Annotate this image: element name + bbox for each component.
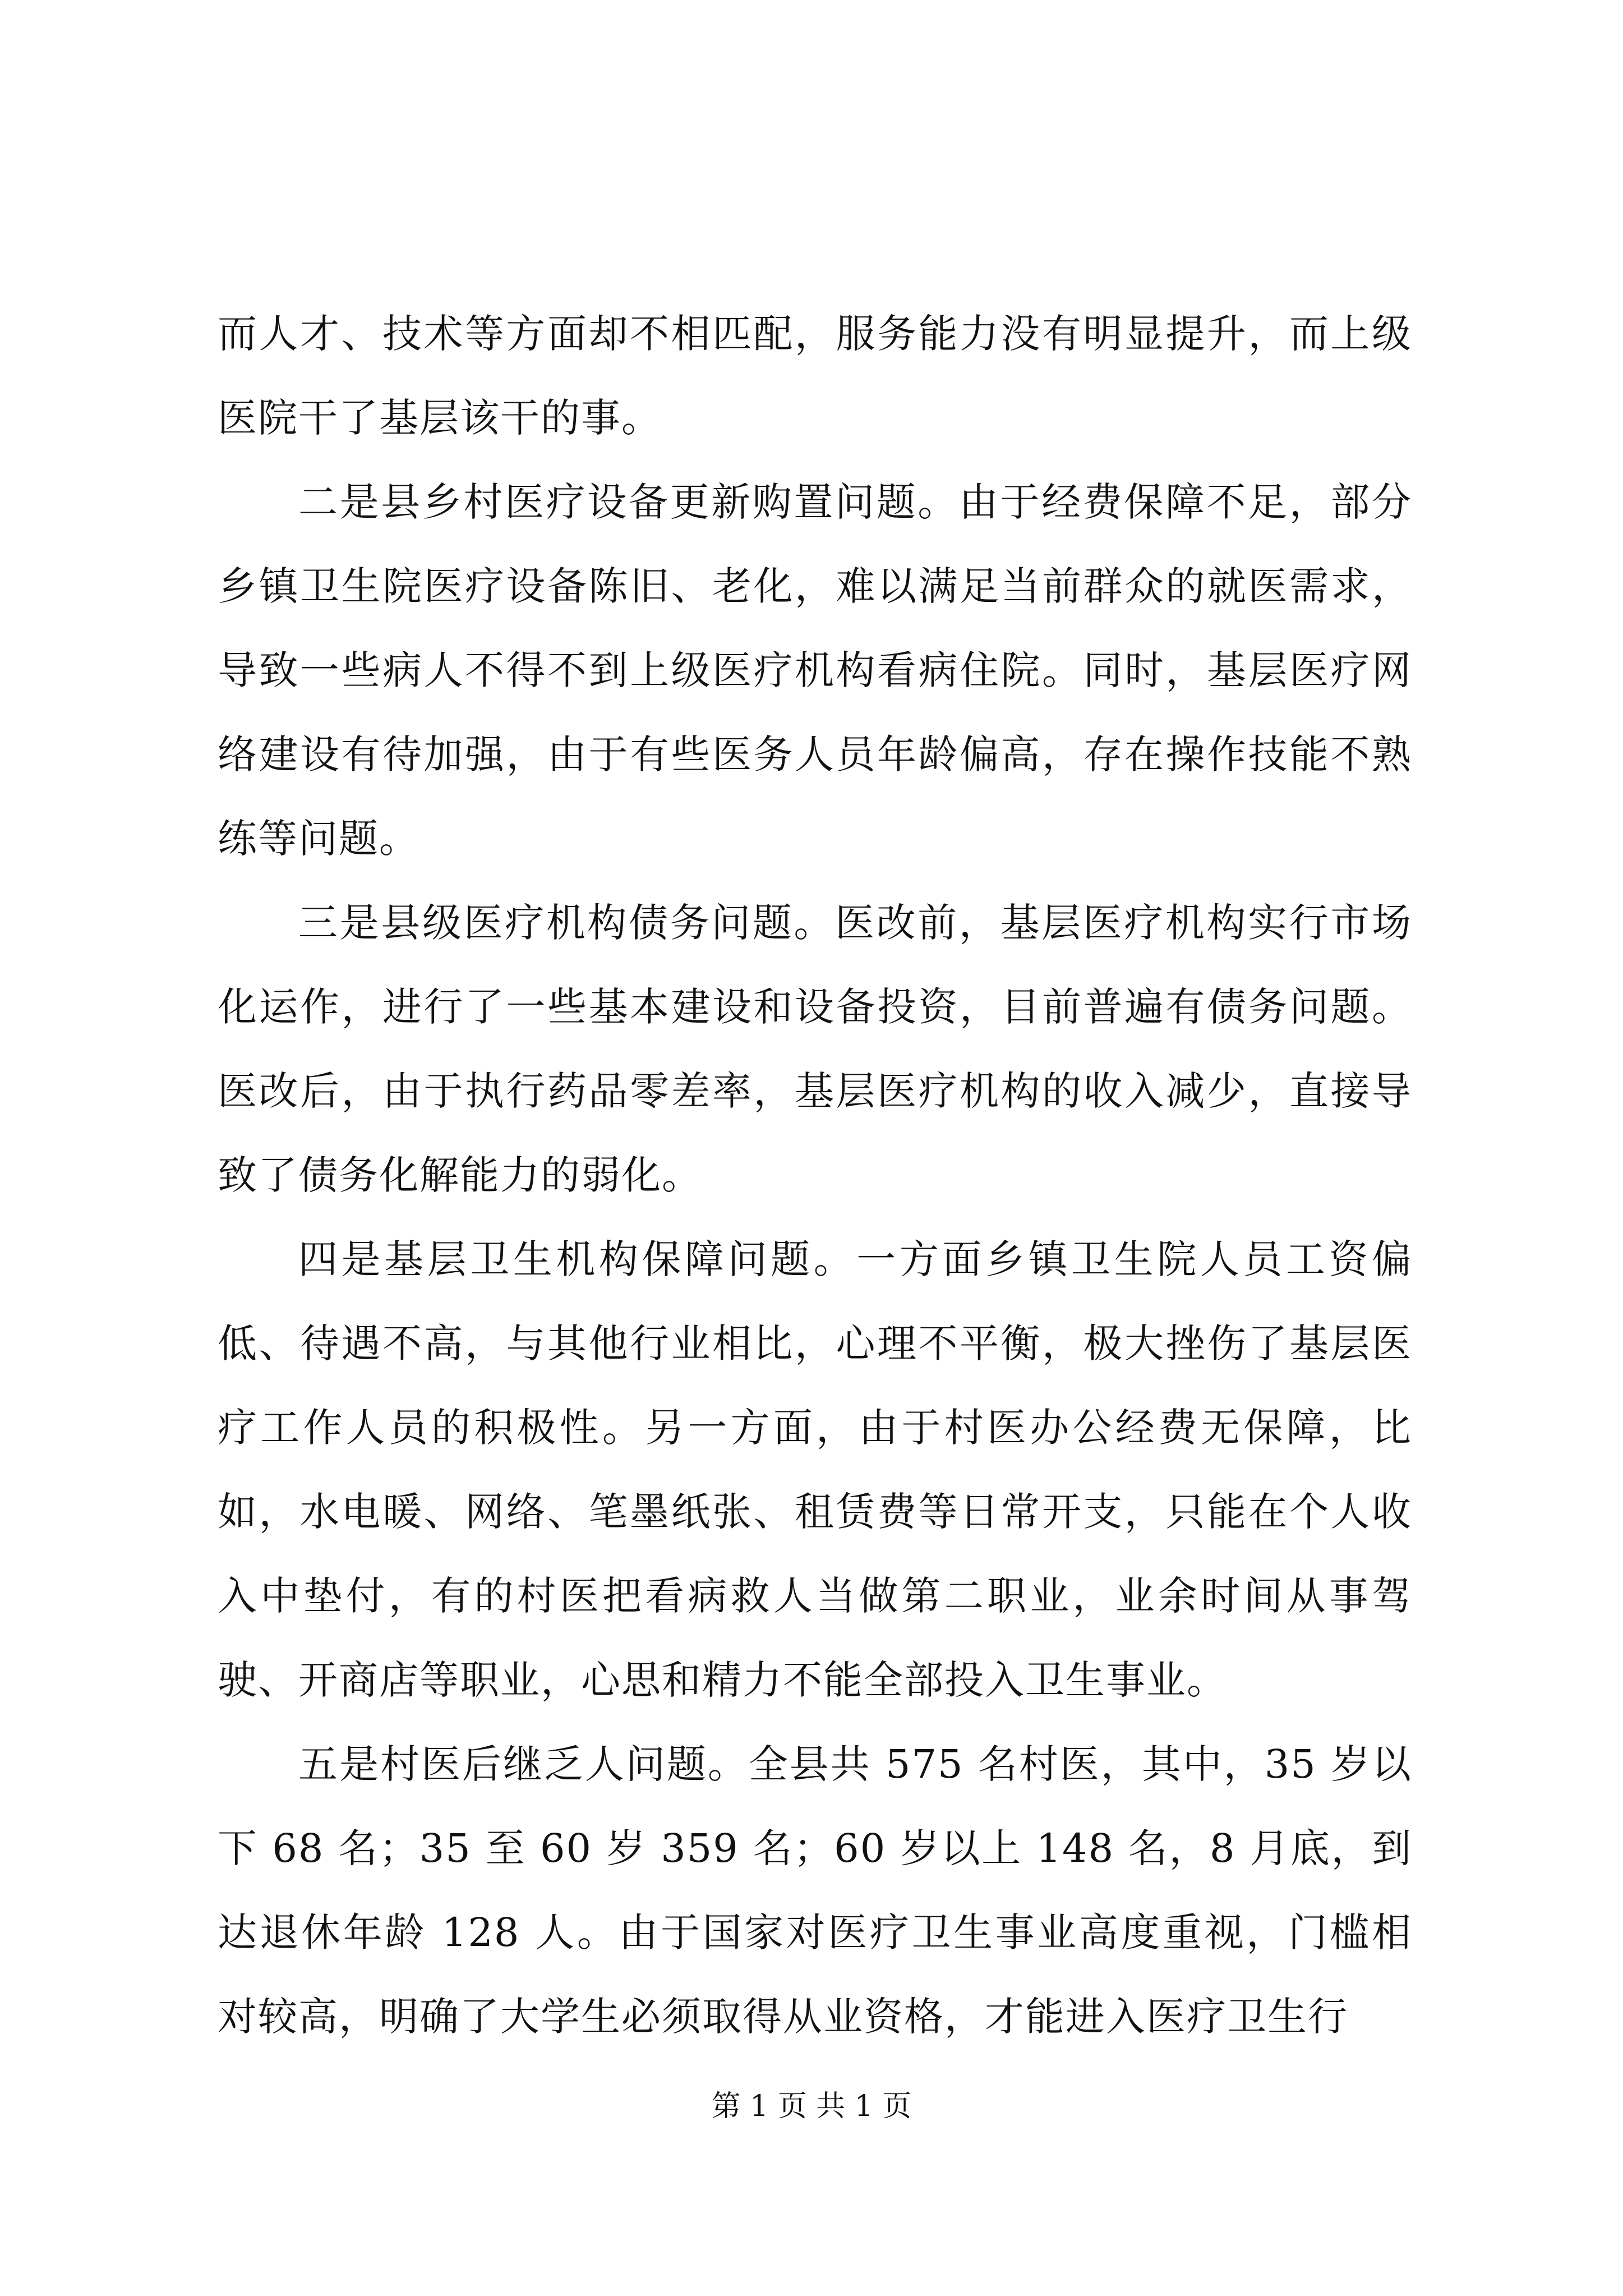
page-number-footer: 第 1 页 共 1 页 — [711, 2090, 912, 2123]
paragraph-1: 而人才、技术等方面却不相匹配，服务能力没有明显提升，而上级医院干了基层该干的事。 — [218, 311, 1412, 441]
paragraph-2: 二是县乡村医疗设备更新购置问题。由于经费保障不足，部分乡镇卫生院医疗设备陈旧、老化，难以满足当前群众的就医需求，导致一些病人不得不到上级医疗机构看病住院。同时，基层医疗网络建设有待加强，由于有些医务人员年龄偏高，存在操作技能不熟练等问题。 — [218, 479, 1412, 862]
document-body — [218, 292, 1412, 2059]
paragraph-5: 五是村医后继乏人问题。全县共 575 名村医，其中，35 岁以下 68 名；35 至 60 岁 359 名；60 岁以上 148 名，8 月底，到达退休年龄 128 人。由于国家对医疗卫生事业高度重视，门槛相对较高，明确了大学生必须取得从业资格，才能进入医疗卫生行 — [218, 1741, 1412, 2040]
paragraph-3: 三是县级医疗机构债务问题。医改前，基层医疗机构实行市场化运作，进行了一些基本建设和设备投资，目前普遍有债务问题。医改后，由于执行药品零差率，基层医疗机构的收入减少，直接导致了债务化解能力的弱化。 — [218, 900, 1412, 1198]
paragraph-4: 四是基层卫生机构保障问题。一方面乡镇卫生院人员工资偏低、待遇不高，与其他行业相比，心理不平衡，极大挫伤了基层医疗工作人员的积极性。另一方面，由于村医办公经费无保障，比如，水电暖、网络、笔墨纸张、租赁费等日常开支，只能在个人收入中垫付，有的村医把看病救人当做第二职业，业余时间从事驾驶、开商店等职业，心思和精力不能全部投入卫生事业。 — [218, 1236, 1412, 1703]
